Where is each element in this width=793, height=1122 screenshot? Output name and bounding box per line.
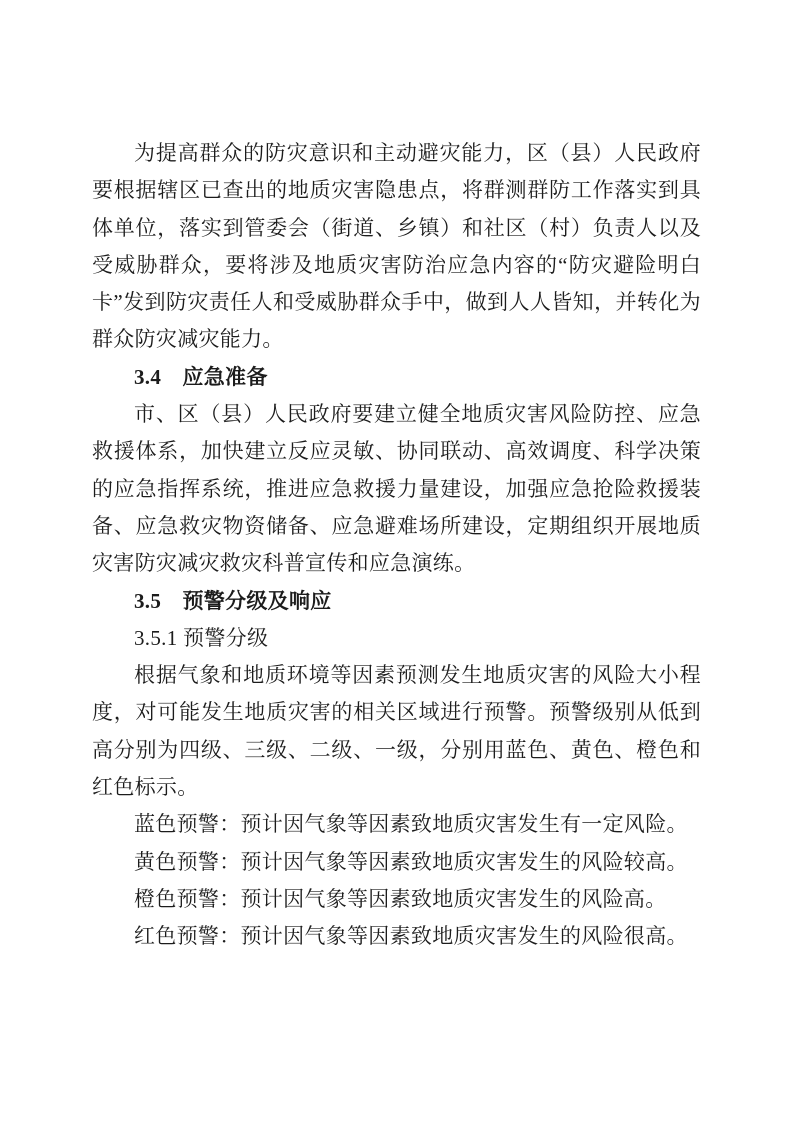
warning-level-red-line: 红色预警：预计因气象等因素致地质灾害发生的风险很高。 (134, 924, 688, 949)
paragraph-warning-grading-body: 根据气象和地质环境等因素预测发生地质灾害的风险大小程度，对可能发生地质灾害的相关区域进行预警。预警级别从低到高分别为四级、三级、二级、一级，分别用蓝色、黄色、橙色和红色标示。 (92, 663, 701, 800)
section-heading-3-5-warning-grading-response: 3.5 预警分级及响应 (134, 588, 332, 613)
paragraph-emergency-preparation-body: 市、区（县）人民政府要建立健全地质灾害风险防控、应急救援体系，加快建立反应灵敏、协同联动、高效调度、科学决策的应急指挥系统，推进应急救援力量建设，加强应急抢险救援装备、应急救灾物资储备、应急避难场所建设，定期组织开展地质灾害防灾减灾救灾科普宣传和应急演练。 (92, 402, 701, 576)
warning-level-orange-line: 橙色预警：预计因气象等因素致地质灾害发生的风险高。 (134, 886, 667, 911)
paragraph-group-monitoring: 为提高群众的防灾意识和主动避灾能力，区（县）人民政府要根据辖区已查出的地质灾害隐患点，将群测群防工作落实到具体单位，落实到管委会（街道、乡镇）和社区（村）负责人以及受威胁群众，要将涉及地质灾害防治应急内容的“防灾避险明白卡”发到防灾责任人和受威胁群众手中，做到人人皆知，并转化为群众防灾减灾能力。 (92, 141, 701, 352)
subsection-heading-3-5-1-warning-grading: 3.5.1 预警分级 (134, 625, 269, 650)
section-heading-3-4-emergency-preparation: 3.4 应急准备 (134, 364, 268, 389)
warning-level-yellow-line: 黄色预警：预计因气象等因素致地质灾害发生的风险较高。 (134, 849, 688, 874)
warning-level-blue-line: 蓝色预警：预计因气象等因素致地质灾害发生有一定风险。 (134, 812, 688, 837)
